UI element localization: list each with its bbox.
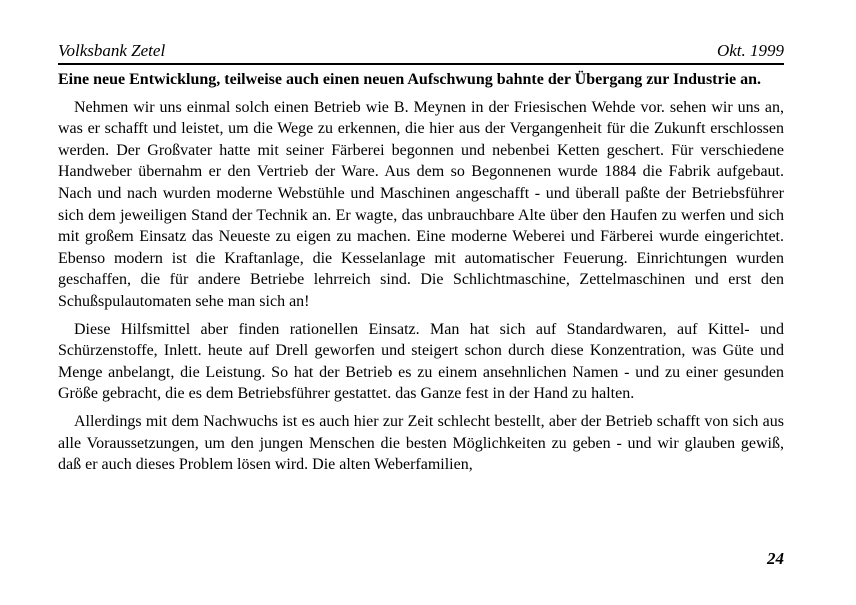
article-body [58,69,784,476]
header-publisher: Volksbank Zetel [58,41,166,60]
page-number: 24 [767,549,784,568]
body-paragraph-1: Nehmen wir uns einmal solch einen Betrieb wie B. Meynen in der Friesischen Wehde vor. sehen wir uns an, was er schafft und leistet, um die Wege zu erkennen, die hier aus der Vergangenheit für die Zukunft erschlossen werden. Der Großvater hatte mit seiner Färberei begonnen und nebenbei Ketten geschert. Für verschiedene Handweber übernahm er den Vertrieb der Ware. Aus dem so Begonnenen wurde 1884 die Fabrik aufgebaut. Nach und nach wurden moderne Webstühle und Maschinen angeschafft - und überall paßte der Betriebsführer sich dem jeweiligen Stand der Technik an. Er wagte, das unbrauchbare Alte über den Haufen zu werfen und sich mit großem Einsatz das Neueste zu eigen zu machen. Eine moderne Weberei und Färberei wurde eingerichtet. Ebenso modern ist die Kraftanlage, die Kesselanlage mit automatischer Feuerung. Einrichtungen wurden geschaffen, die für andere Betriebe lehrreich sind. Die Schlichtmaschine, Zettelmaschinen und erst den Schußspulautomaten sehe man sich an! [58,98,784,310]
header-date: Okt. 1999 [716,41,784,60]
body-paragraph-3: Allerdings mit dem Nachwuchs ist es auch hier zur Zeit schlecht bestellt, aber der Betrieb schafft von sich aus alle Voraussetzungen, um den jungen Menschen die besten Möglichkeiten zu geben - und wir glauben gewiß, daß er auch dieses Problem lösen wird. Die alten Weberfamilien, [58,412,784,474]
lead-paragraph: Eine neue Entwicklung, teilweise auch einen neuen Aufschwung bahnte der Übergang zur Industrie an. [58,71,762,88]
body-paragraph-2: Diese Hilfsmittel aber finden rationellen Einsatz. Man hat sich auf Standardwaren, auf Kittel- und Schürzenstoffe, Inlett. heute auf Drell geworfen und steigert schon durch diese Konzentration, was Güte und Menge anbelangt, die Leistung. So hat der Betrieb es zu einem ansehnlichen Namen - und zu einer gesunden Größe gebracht, die es dem Betriebsführer gestattet. das Ganze fest in der Hand zu halten. [58,320,784,403]
document-page [58,41,784,482]
running-header [58,41,784,65]
